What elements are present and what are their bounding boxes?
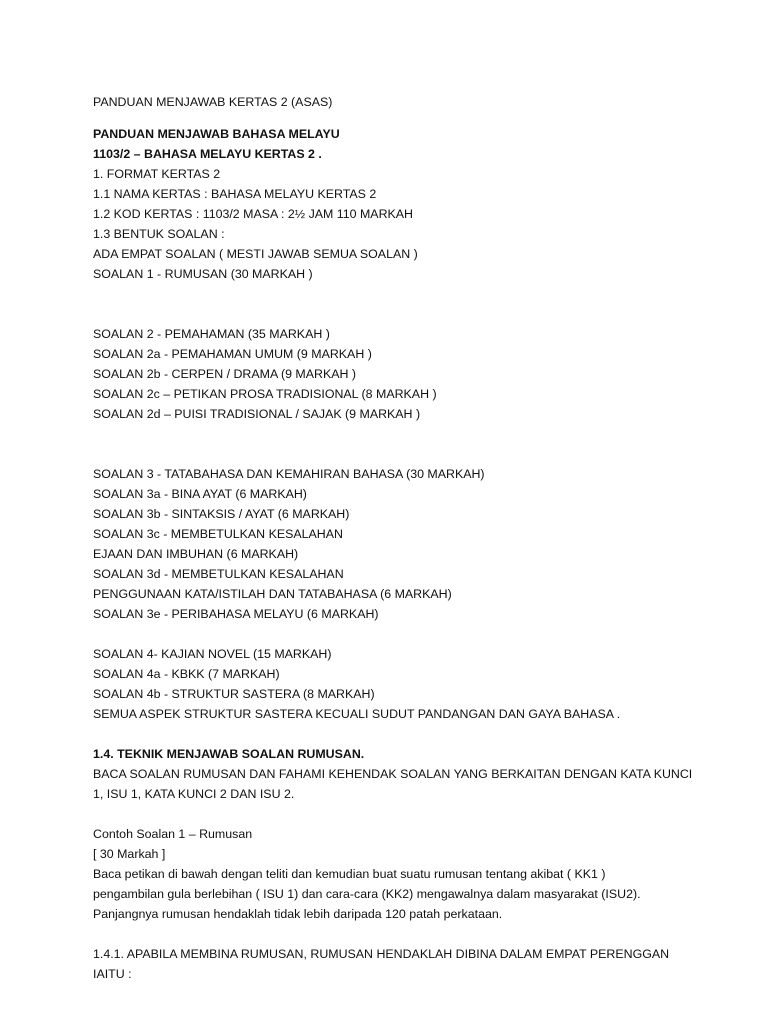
soalan3-line: SOALAN 3 - TATABAHASA DAN KEMAHIRAN BAHASA (30 MARKAH) [93,467,485,481]
soalan2-line: SOALAN 2d – PUISI TRADISIONAL / SAJAK (9 MARKAH ) [93,407,421,421]
soalan4-line: SOALAN 4a - KBKK (7 MARKAH) [93,667,280,681]
soalan3-line: EJAAN DAN IMBUHAN (6 MARKAH) [93,547,299,561]
format-line: 1. FORMAT KERTAS 2 [93,167,221,181]
membina-line: 1.4.1. APABILA MEMBINA RUMUSAN, RUMUSAN HENDAKLAH DIBINA DALAM EMPAT PERENGGAN [93,947,670,961]
document-title: PANDUAN MENJAWAB KERTAS 2 (ASAS) [93,95,333,109]
soalan3-line: SOALAN 3d - MEMBETULKAN KESALAHAN [93,567,344,581]
soalan3-line: SOALAN 3c - MEMBETULKAN KESALAHAN [93,527,343,541]
soalan3-line: SOALAN 3a - BINA AYAT (6 MARKAH) [93,487,307,501]
format-line: 1.2 KOD KERTAS : 1103/2 MASA : 2½ JAM 110 MARKAH [93,207,413,221]
soalan4-line: SOALAN 4b - STRUKTUR SASTERA (8 MARKAH) [93,687,375,701]
format-line: SOALAN 1 - RUMUSAN (30 MARKAH ) [93,267,313,281]
sub-heading: 1103/2 – BAHASA MELAYU KERTAS 2 . [93,147,322,161]
soalan3-line: PENGGUNAAN KATA/ISTILAH DAN TATABAHASA (6 MARKAH) [93,587,452,601]
contoh-line: pengambilan gula berlebihan ( ISU 1) dan cara-cara (KK2) mengawalnya dalam masyarakat (ISU2). [93,887,641,901]
contoh-line: [ 30 Markah ] [93,847,166,861]
soalan2-line: SOALAN 2b - CERPEN / DRAMA (9 MARKAH ) [93,367,357,381]
format-line: ADA EMPAT SOALAN ( MESTI JAWAB SEMUA SOALAN ) [93,247,418,261]
contoh-line: Panjangnya rumusan hendaklah tidak lebih daripada 120 patah perkataan. [93,907,503,921]
teknik-heading: 1.4. TEKNIK MENJAWAB SOALAN RUMUSAN. [93,747,365,761]
soalan3-line: SOALAN 3b - SINTAKSIS / AYAT (6 MARKAH) [93,507,350,521]
contoh-line: Contoh Soalan 1 – Rumusan [93,827,253,841]
format-line: 1.3 BENTUK SOALAN : [93,227,225,241]
document-page [93,92,733,984]
main-heading: PANDUAN MENJAWAB BAHASA MELAYU [93,127,340,141]
soalan4-line: SEMUA ASPEK STRUKTUR SASTERA KECUALI SUDUT PANDANGAN DAN GAYA BAHASA . [93,707,621,721]
membina-line: IAITU : [93,967,132,981]
soalan3-line: SOALAN 3e - PERIBAHASA MELAYU (6 MARKAH) [93,607,379,621]
contoh-line: Baca petikan di bawah dengan teliti dan kemudian buat suatu rumusan tentang akibat ( KK1 ) [93,867,606,881]
teknik-body-line: 1, ISU 1, KATA KUNCI 2 DAN ISU 2. [93,787,295,801]
teknik-body-line: BACA SOALAN RUMUSAN DAN FAHAMI KEHENDAK SOALAN YANG BERKAITAN DENGAN KATA KUNCI [93,767,693,781]
soalan4-line: SOALAN 4- KAJIAN NOVEL (15 MARKAH) [93,647,332,661]
format-line: 1.1 NAMA KERTAS : BAHASA MELAYU KERTAS 2 [93,187,377,201]
soalan2-line: SOALAN 2 - PEMAHAMAN (35 MARKAH ) [93,327,330,341]
soalan2-line: SOALAN 2a - PEMAHAMAN UMUM (9 MARKAH ) [93,347,372,361]
soalan2-line: SOALAN 2c – PETIKAN PROSA TRADISIONAL (8 MARKAH ) [93,387,437,401]
